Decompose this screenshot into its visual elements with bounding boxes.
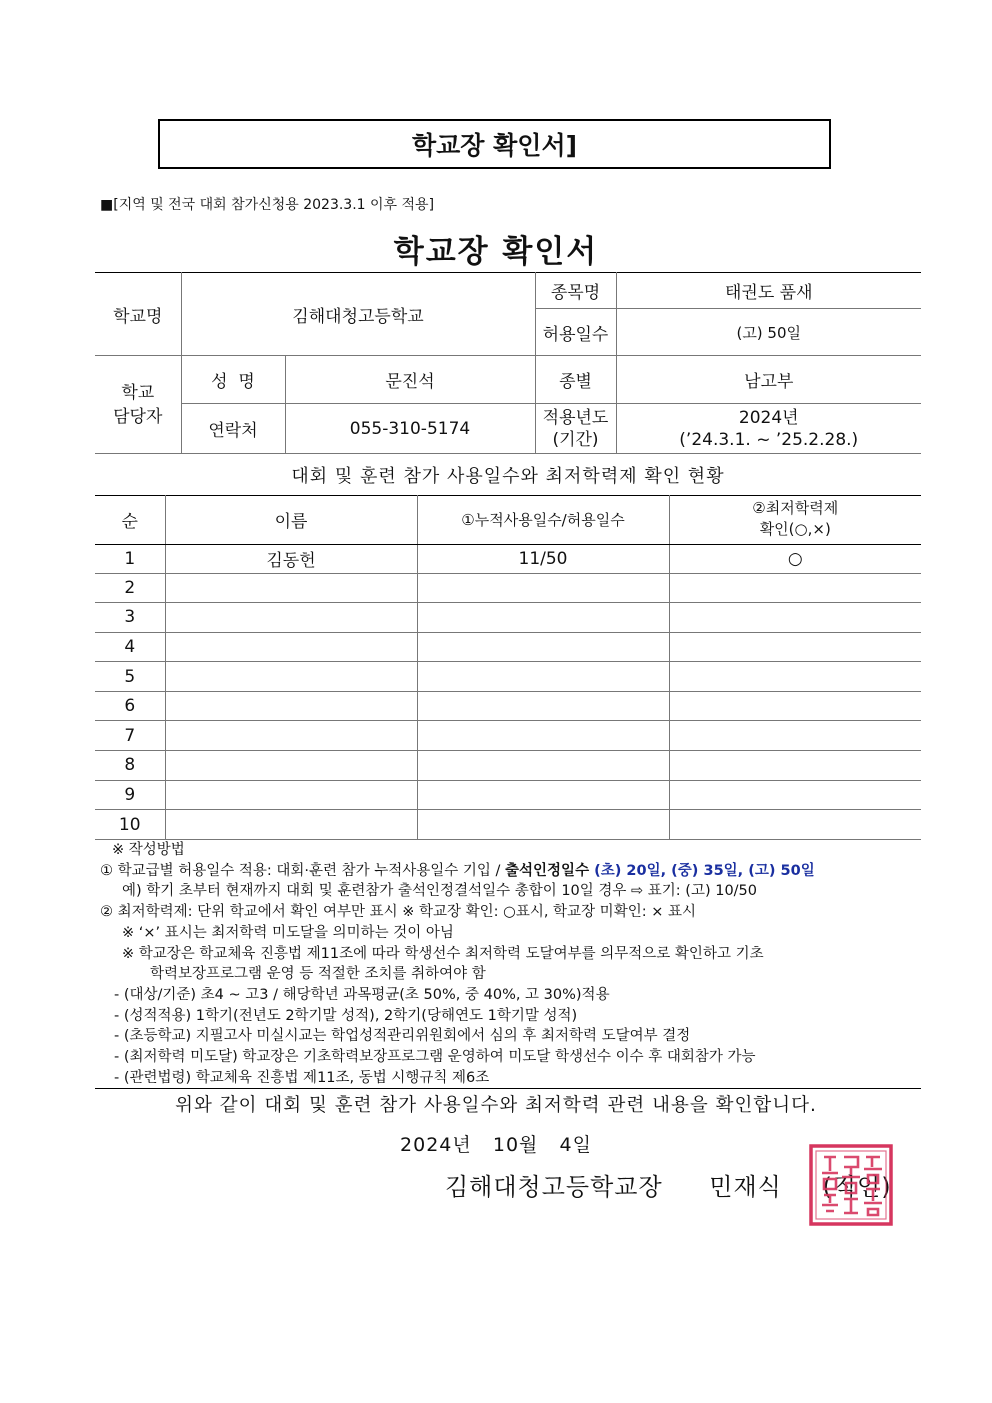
note-1-days: (초) 20일, (중) 35일, (고) 50일 [594, 862, 815, 879]
document-title-box [158, 119, 831, 169]
row-name [165, 632, 417, 662]
status-title: 대회 및 훈련 참가 사용일수와 최저학력제 확인 현황 [95, 455, 921, 496]
row-name: 김동헌 [165, 544, 417, 573]
issue-date: 2024년 10월 4일 [400, 1134, 592, 1156]
row-no: 4 [95, 632, 165, 662]
note-2-b1: ※ 학교장은 학교체육 진흥법 제11조에 따라 학생선수 최저학력 도달여부를 의무적으로 확인하고 기초 [122, 945, 764, 962]
row-name [165, 662, 417, 692]
detail-3: - (초등학교) 지필고사 미실시교는 학업성적관리위원회에서 심의 후 최저학력 도달여부 결정 [114, 1028, 691, 1045]
detail-5: - (관련법령) 학교체육 진흥법 제11조, 동법 시행규칙 제6조 [114, 1069, 490, 1086]
contact-value: 055-310-5174 [285, 404, 535, 454]
participation-table [95, 495, 921, 840]
table-row [95, 721, 921, 751]
year-value [616, 404, 921, 454]
row-name [165, 751, 417, 781]
row-check [669, 603, 921, 633]
row-days [417, 810, 669, 840]
year-label-2: (기간) [552, 429, 599, 450]
row-days: 11/50 [417, 544, 669, 573]
row-days [417, 632, 669, 662]
event-label: 종목명 [535, 273, 616, 309]
days-value: (고) 50일 [616, 309, 921, 356]
row-days [417, 691, 669, 721]
detail-4: - (최저학력 미도달) 학교장은 기초학력보장프로그램 운영하여 미도달 학생선수 이수 후 대회참가 가능 [114, 1049, 756, 1066]
col-min-header-1: ②최저학력제 [752, 499, 839, 518]
manager-label-2: 담당자 [113, 406, 163, 427]
seal-glyphs [822, 1157, 882, 1215]
school-name: 김해대청고등학교 [181, 273, 535, 356]
row-no: 9 [95, 780, 165, 810]
row-name [165, 810, 417, 840]
note-2: ② 최저학력제: 단위 학교에서 확인 여부만 표시 ※ 학교장 확인: ○표시, 학교장 미확인: × 표시 [100, 904, 696, 921]
row-no: 6 [95, 691, 165, 721]
row-no: 2 [95, 573, 165, 603]
row-days [417, 751, 669, 781]
note-2-a: ※ ‘×’ 표시는 최저학력 미도달을 의미하는 것이 아님 [122, 924, 454, 941]
confirmation-text: 위와 같이 대회 및 훈련 참가 사용일수와 최저학력 관련 내용을 확인합니다. [175, 1095, 817, 1116]
row-check: ○ [669, 544, 921, 573]
row-check [669, 751, 921, 781]
manager-label-1: 학교 [121, 382, 155, 403]
row-check [669, 780, 921, 810]
division-label: 종별 [535, 356, 616, 404]
row-check [669, 632, 921, 662]
note-1 [100, 861, 930, 882]
main-title: 학교장 확인서 [393, 234, 599, 270]
info-table [95, 272, 921, 454]
col-min-header-2: 확인(○,×) [759, 520, 831, 539]
col-min-header [669, 495, 921, 544]
row-name [165, 603, 417, 633]
row-no: 5 [95, 662, 165, 692]
note-1-text: ① 학교급별 허용일수 적용: 대회·훈련 참가 누적사용일수 기입 / [100, 862, 506, 879]
row-days [417, 662, 669, 692]
notes-divider [95, 1088, 921, 1089]
row-name [165, 721, 417, 751]
table-row [95, 691, 921, 721]
notes-title: ※ 작성방법 [112, 842, 185, 858]
school-seal-stamp [808, 1143, 894, 1227]
table-row [95, 573, 921, 603]
row-days [417, 573, 669, 603]
instructions [100, 840, 930, 1088]
col-no-header: 순 [95, 495, 165, 544]
name-label: 성 명 [181, 356, 285, 404]
row-name [165, 573, 417, 603]
contact-label: 연락처 [181, 404, 285, 454]
table-row [95, 751, 921, 781]
row-check [669, 662, 921, 692]
row-check [669, 691, 921, 721]
seal-note: (직인) [822, 1173, 892, 1201]
row-name [165, 780, 417, 810]
apply-note: ■[지역 및 전국 대회 참가신청용 2023.3.1 이후 적용] [100, 197, 435, 213]
table-row [95, 780, 921, 810]
detail-2: - (성적적용) 1학기(전년도 2학기말 성적), 2학기(당해연도 1학기말 성적) [114, 1007, 578, 1024]
note-1-emphasis: 출석인정일수 [505, 862, 595, 879]
signer-name: 민재식 [709, 1173, 782, 1201]
table-row [95, 603, 921, 633]
col-name-header: 이름 [165, 495, 417, 544]
document-title: 학교장 확인서] [411, 131, 578, 160]
row-check [669, 810, 921, 840]
name-value: 문진석 [285, 356, 535, 404]
table-row [95, 632, 921, 662]
table-row [95, 662, 921, 692]
row-days [417, 721, 669, 751]
days-label: 허용일수 [535, 309, 616, 356]
row-no: 10 [95, 810, 165, 840]
year-value-2: (’24.3.1. ~ ’25.2.28.) [679, 429, 859, 450]
row-days [417, 603, 669, 633]
row-check [669, 721, 921, 751]
division-value: 남고부 [616, 356, 921, 404]
year-label-1: 적용년도 [542, 407, 609, 428]
table-row [95, 810, 921, 840]
row-no: 8 [95, 751, 165, 781]
row-no: 3 [95, 603, 165, 633]
school-label: 학교명 [95, 273, 181, 356]
detail-1: - (대상/기준) 초4 ~ 고3 / 해당학년 과목평균(초 50%, 중 40%, 고 30%)적용 [114, 986, 610, 1003]
manager-label [95, 356, 181, 454]
row-days [417, 780, 669, 810]
row-no: 1 [95, 544, 165, 573]
row-check [669, 573, 921, 603]
event-value: 태권도 품새 [616, 273, 921, 309]
table-row [95, 544, 921, 573]
col-days-header: ①누적사용일수/허용일수 [417, 495, 669, 544]
note-1-example: 예) 학기 초부터 현재까지 대회 및 훈련참가 출석인정결석일수 총합이 10일 경우 ⇨ 표기: (고) 10/50 [122, 883, 758, 900]
year-value-1: 2024년 [738, 407, 799, 428]
row-name [165, 691, 417, 721]
signer-school: 김해대청고등학교장 [445, 1173, 663, 1201]
note-2-b2: 학력보장프로그램 운영 등 적절한 조치를 취하여야 함 [150, 966, 486, 983]
year-label [535, 404, 616, 454]
row-no: 7 [95, 721, 165, 751]
